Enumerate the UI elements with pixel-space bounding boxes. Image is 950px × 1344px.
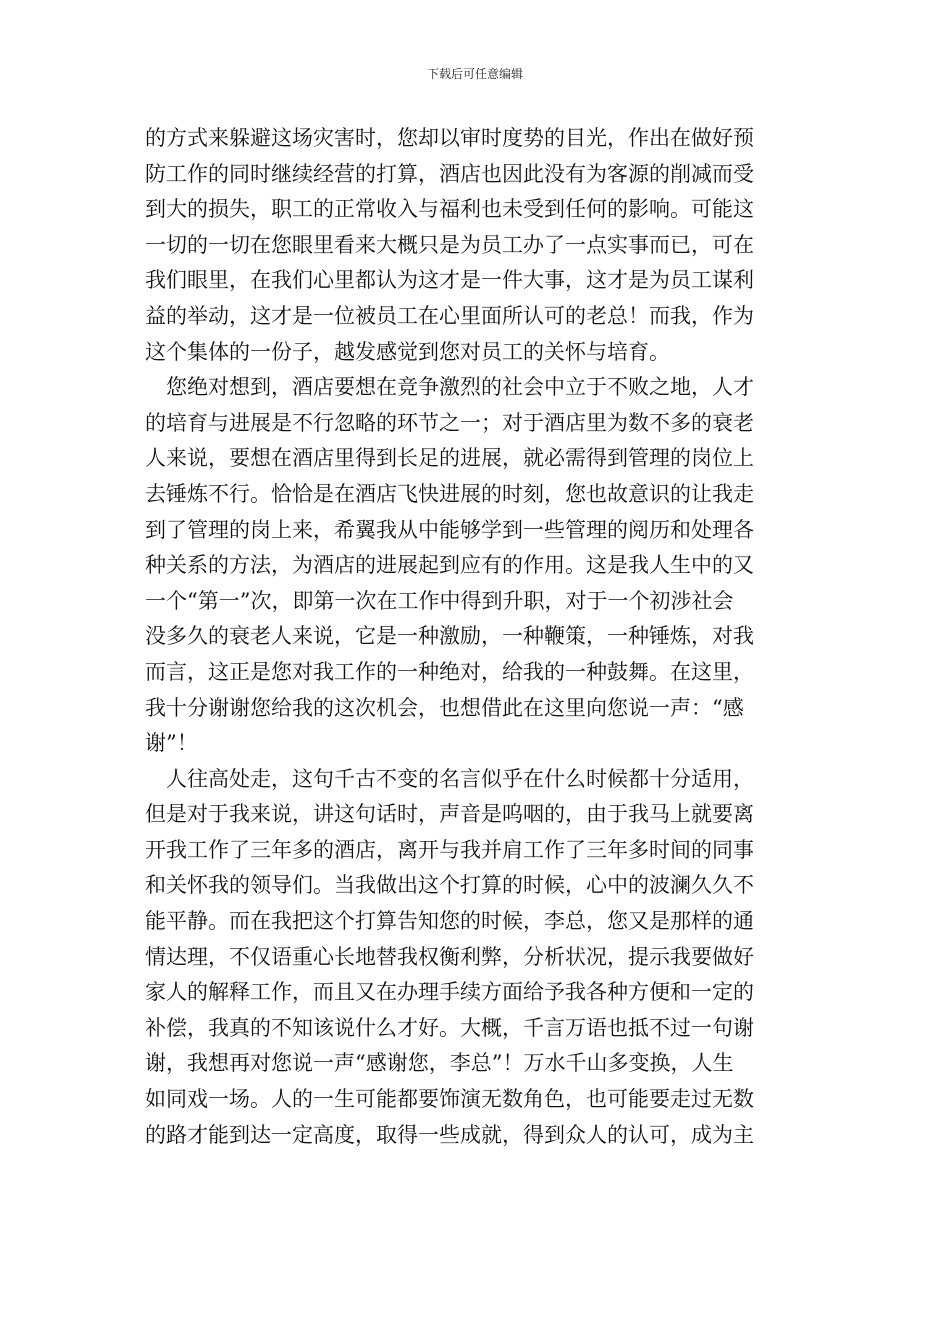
- text-line: 家人的解释工作，而且又在办理手续方面给予我各种方便和一定的: [145, 980, 754, 1005]
- text-line: 谢”！: [145, 731, 198, 756]
- text-line: 一个“第一”次，即第一次在工作中得到升职，对于一个初涉社会: [145, 588, 734, 613]
- text-line: 这个集体的一份子，越发感觉到您对员工的关怀与培育。: [145, 339, 670, 364]
- paragraph-start-line: 您绝对想到，酒店要想在竞争激烈的社会中立于不败之地，人才: [166, 375, 754, 400]
- text-line: 的路才能到达一定高度，取得一些成就，得到众人的认可，成为主: [145, 1122, 754, 1147]
- text-line: 我十分谢谢您给我的这次机会，也想借此在这里向您说一声：“感: [145, 695, 744, 720]
- paragraph-start-line: 人往高处走，这句千古不变的名言似乎在什么时候都十分适用，: [166, 766, 754, 791]
- text-line: 到大的损失，职工的正常收入与福利也未受到任何的影响。可能这: [145, 197, 754, 222]
- text-line: 去锤炼不行。恰恰是在酒店飞快进展的时刻，您也故意识的让我走: [145, 481, 754, 506]
- text-line: 的培育与进展是不行忽略的环节之一；对于酒店里为数不多的衰老: [145, 410, 754, 435]
- text-line: 种关系的方法，为酒店的进展起到应有的作用。这是我人生中的又: [145, 553, 754, 578]
- text-line: 人来说，要想在酒店里得到长足的进展，就必需得到管理的岗位上: [145, 446, 754, 471]
- text-line: 到了管理的岗上来，希翼我从中能够学到一些管理的阅历和处理各: [145, 517, 754, 542]
- text-line: 谢，我想再对您说一声“感谢您，李总”！万水千山多变换，人生: [145, 1051, 734, 1076]
- text-line: 和关怀我的领导们。当我做出这个打算的时候，心中的波澜久久不: [145, 873, 754, 898]
- text-line: 防工作的同时继续经营的打算，酒店也因此没有为客源的削减而受: [145, 161, 754, 186]
- text-line: 的方式来躲避这场灾害时，您却以审时度势的目光，作出在做好预: [145, 126, 754, 150]
- text-line: 而言，这正是您对我工作的一种绝对，给我的一种鼓舞。在这里，: [145, 659, 754, 684]
- text-line: 我们眼里，在我们心里都认为这才是一件大事，这才是为员工谋利: [145, 268, 754, 293]
- text-line: 情达理，不仅语重心长地替我权衡利弊，分析状况，提示我要做好: [145, 944, 754, 969]
- text-line: 补偿，我真的不知该说什么才好。大概，千言万语也抵不过一句谢: [145, 1015, 754, 1040]
- text-line: 益的举动，这才是一位被员工在心里面所认可的老总！而我，作为: [145, 303, 754, 328]
- page-header: 下载后可任意编辑: [426, 67, 523, 81]
- text-line: 一切的一切在您眼里看来大概只是为员工办了一点实事而已，可在: [145, 232, 754, 257]
- text-line: 能平静。而在我把这个打算告知您的时候，李总，您又是那样的通: [145, 909, 754, 934]
- text-line: 如同戏一场。人的一生可能都要饰演无数角色，也可能要走过无数: [145, 1087, 754, 1112]
- document-body: [145, 121, 805, 1153]
- text-line: 但是对于我来说，讲这句话时，声音是呜咽的，由于我马上就要离: [145, 802, 754, 827]
- text-line: 没多久的衰老人来说，它是一种激励，一种鞭策，一种锤炼，对我: [145, 624, 754, 649]
- text-line: 开我工作了三年多的酒店，离开与我并肩工作了三年多时间的同事: [145, 837, 754, 862]
